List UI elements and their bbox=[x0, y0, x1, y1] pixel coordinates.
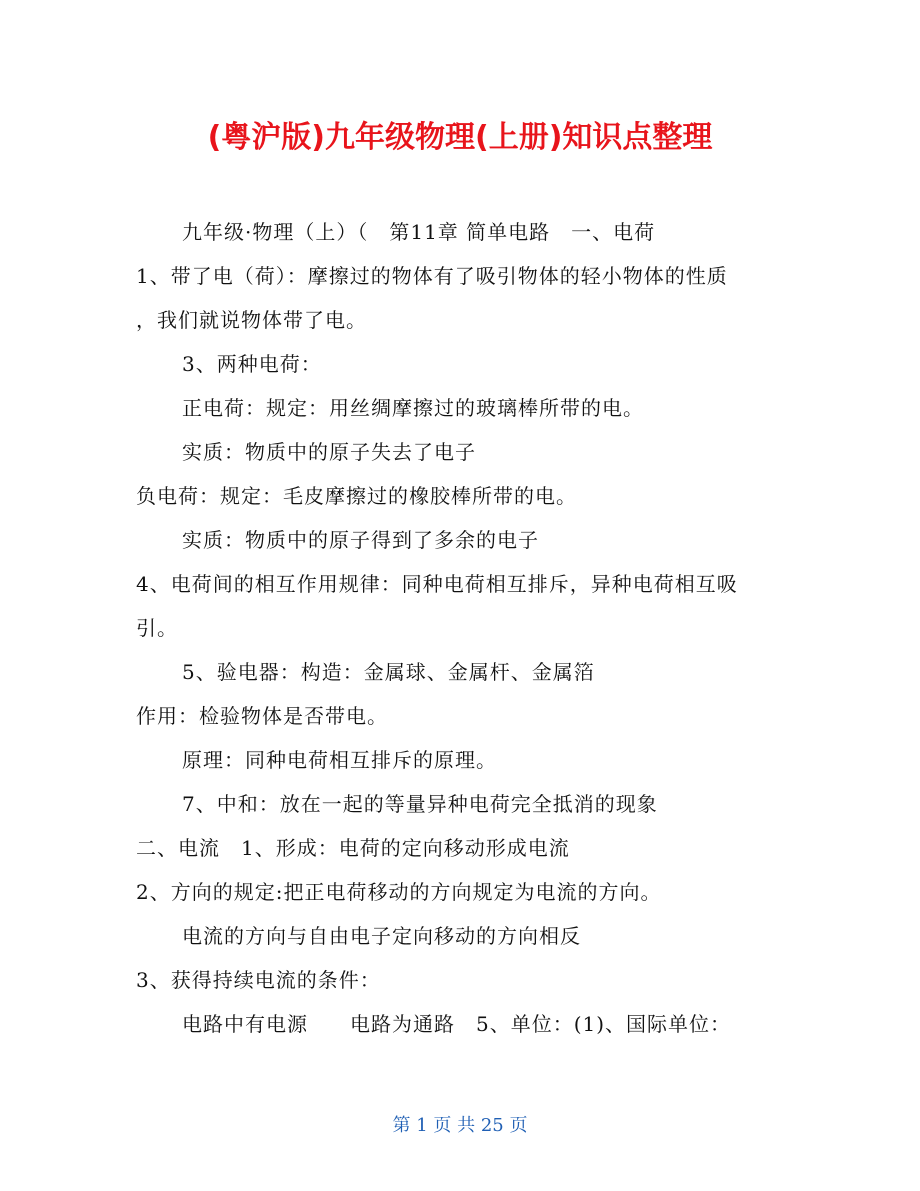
document-title: (粤沪版)九年级物理(上册)知识点整理 bbox=[207, 120, 713, 155]
text-line: 引。 bbox=[136, 616, 178, 640]
text-line: 正电荷：规定：用丝绸摩擦过的玻璃棒所带的电。 bbox=[182, 396, 644, 420]
text-line: 1、带了电（荷）：摩擦过的物体有了吸引物体的轻小物体的性质 bbox=[136, 264, 728, 288]
text-line: 负电荷：规定：毛皮摩擦过的橡胶棒所带的电。 bbox=[136, 484, 577, 508]
text-line: 3、两种电荷： bbox=[182, 352, 322, 376]
text-line: 7、中和：放在一起的等量异种电荷完全抵消的现象 bbox=[182, 792, 658, 816]
text-line: 5、验电器：构造：金属球、金属杆、金属箔 bbox=[182, 660, 595, 684]
text-line: ，我们就说物体带了电。 bbox=[136, 308, 367, 332]
text-line: 九年级·物理（上）（ 第11章 简单电路 一、电荷 bbox=[182, 220, 656, 244]
text-line: 二、电流 1、形成：电荷的定向移动形成电流 bbox=[136, 836, 570, 860]
text-line: 电流的方向与自由电子定向移动的方向相反 bbox=[182, 924, 581, 948]
text-line: 电路中有电源 电路为通路 5、单位：(1)、国际单位： bbox=[182, 1012, 732, 1036]
document-body bbox=[136, 210, 796, 1046]
text-line: 作用：检验物体是否带电。 bbox=[136, 704, 388, 728]
text-line: 实质：物质中的原子失去了电子 bbox=[182, 440, 476, 464]
text-line: 2、方向的规定:把正电荷移动的方向规定为电流的方向。 bbox=[136, 880, 662, 904]
page-number-footer: 第 1 页 共 25 页 bbox=[392, 1115, 528, 1136]
text-line: 3、获得持续电流的条件： bbox=[136, 968, 381, 992]
text-line: 实质：物质中的原子得到了多余的电子 bbox=[182, 528, 539, 552]
text-line: 原理：同种电荷相互排斥的原理。 bbox=[182, 748, 497, 772]
text-line: 4、电荷间的相互作用规律：同种电荷相互排斥，异种电荷相互吸 bbox=[136, 572, 738, 596]
